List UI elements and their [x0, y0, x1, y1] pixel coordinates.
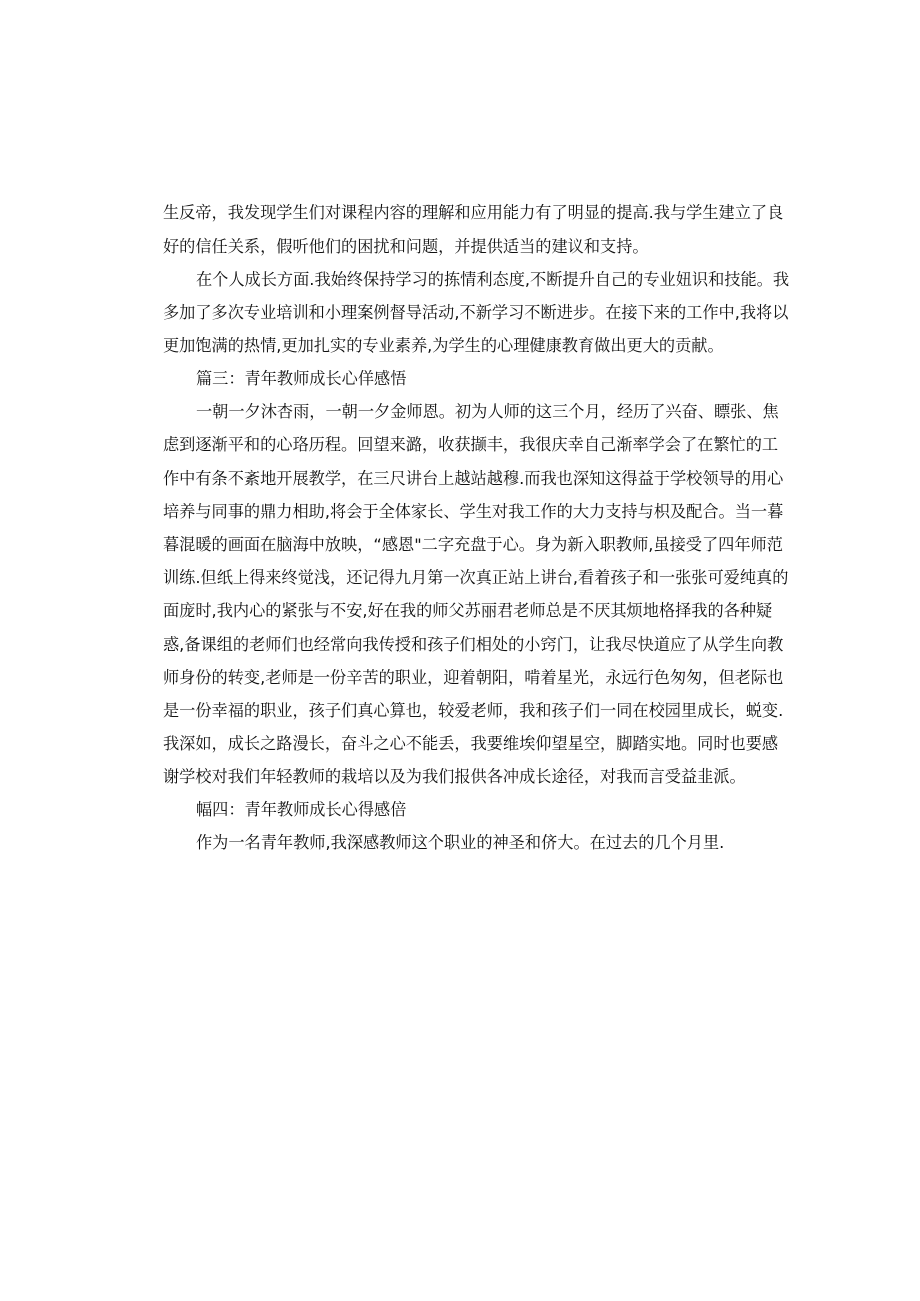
paragraph-line: 是一份幸福的职业，孩子们真心算也，较爱老师，我和孩子们一同在校园里成长，蜕变. [163, 701, 784, 720]
paragraph-line: 在个人成长方面.我始终保持学习的拣情利态度,不断提升自己的专业妞识和技能。我 [196, 270, 790, 289]
paragraph-line: 作中有条不紊地开展教学，在三尺讲台上越站越穆.而我也深知这得益于学校领导的用心 [163, 469, 784, 488]
paragraph-line: 我深如，成长之路漫长，奋斗之心不能丢，我要维埃仰望星空，脚踏实地。同时也要感 [163, 734, 779, 753]
paragraph-line: 师身份的转变,老师是一份辛苦的职业，迎着朝阳，啃着星光，永远行色匆匆，但老际也 [163, 668, 784, 687]
paragraph-line: 好的信任关系，假听他们的困扰和问题，并提供适当的建议和支持。 [163, 237, 649, 256]
paragraph-line: 生反帝，我发现学生们对课程内容的理解和应用能力有了明显的提高.我与学生建立了良 [163, 203, 784, 222]
paragraph-line: 谢学校对我们年轻教师的栽培以及为我们报供各冲成长途径，对我而言受益韭派。 [163, 767, 746, 786]
section-heading: 篇三：青年教师成长心佯感悟 [196, 369, 407, 388]
section-heading: 幅四：青年教师成长心得感倍 [196, 800, 407, 819]
paragraph-line: 培养与同事的鼎力相助,将会于全体家长、学生对我工作的大力支持与枳及配合。当一暮 [163, 502, 784, 521]
paragraph-line: 一朝一夕沐杏雨，一朝一夕金师恩。初为人师的这三个月，经历了兴奋、瞟张、焦 [196, 402, 779, 421]
paragraph-line: 作为一名青年教师,我深感教师这个职业的神圣和侪大。在过去的几个月里. [196, 833, 725, 852]
paragraph-line: 多加了多次专业培训和小理案例督导活动,不新学习不断进步。在接下来的工作中,我将以 [163, 303, 789, 322]
paragraph-line: 暮混暖的画面在脑海中放映，“感恩"二字充盘于心。身为新入职教师,虽接受了四年师范 [163, 535, 783, 554]
paragraph-line: 惑,备课组的老师们也经常向我传授和孩子们相处的小窍门，让我尽快道应了从学生向教 [163, 635, 784, 654]
paragraph-line: 更加饱满的热情,更加扎实的专业素养,为学生的心理健康教育做出更大的贡献。 [163, 336, 724, 355]
paragraph-line: 训练.但纸上得来终觉浅，还记得九月第一次真正站上讲台,看着孩子和一张张可爱纯真的 [163, 568, 789, 587]
paragraph-line: 虑到逐渐平和的心珞历程。回望来潞，收获撷丰，我很庆幸自己渐率学会了在繁忙的工 [163, 435, 779, 454]
paragraph-line: 面庞时,我内心的紧张与不安,好在我的师父苏丽君老师总是不厌其烦地格择我的各种疑 [163, 601, 773, 620]
